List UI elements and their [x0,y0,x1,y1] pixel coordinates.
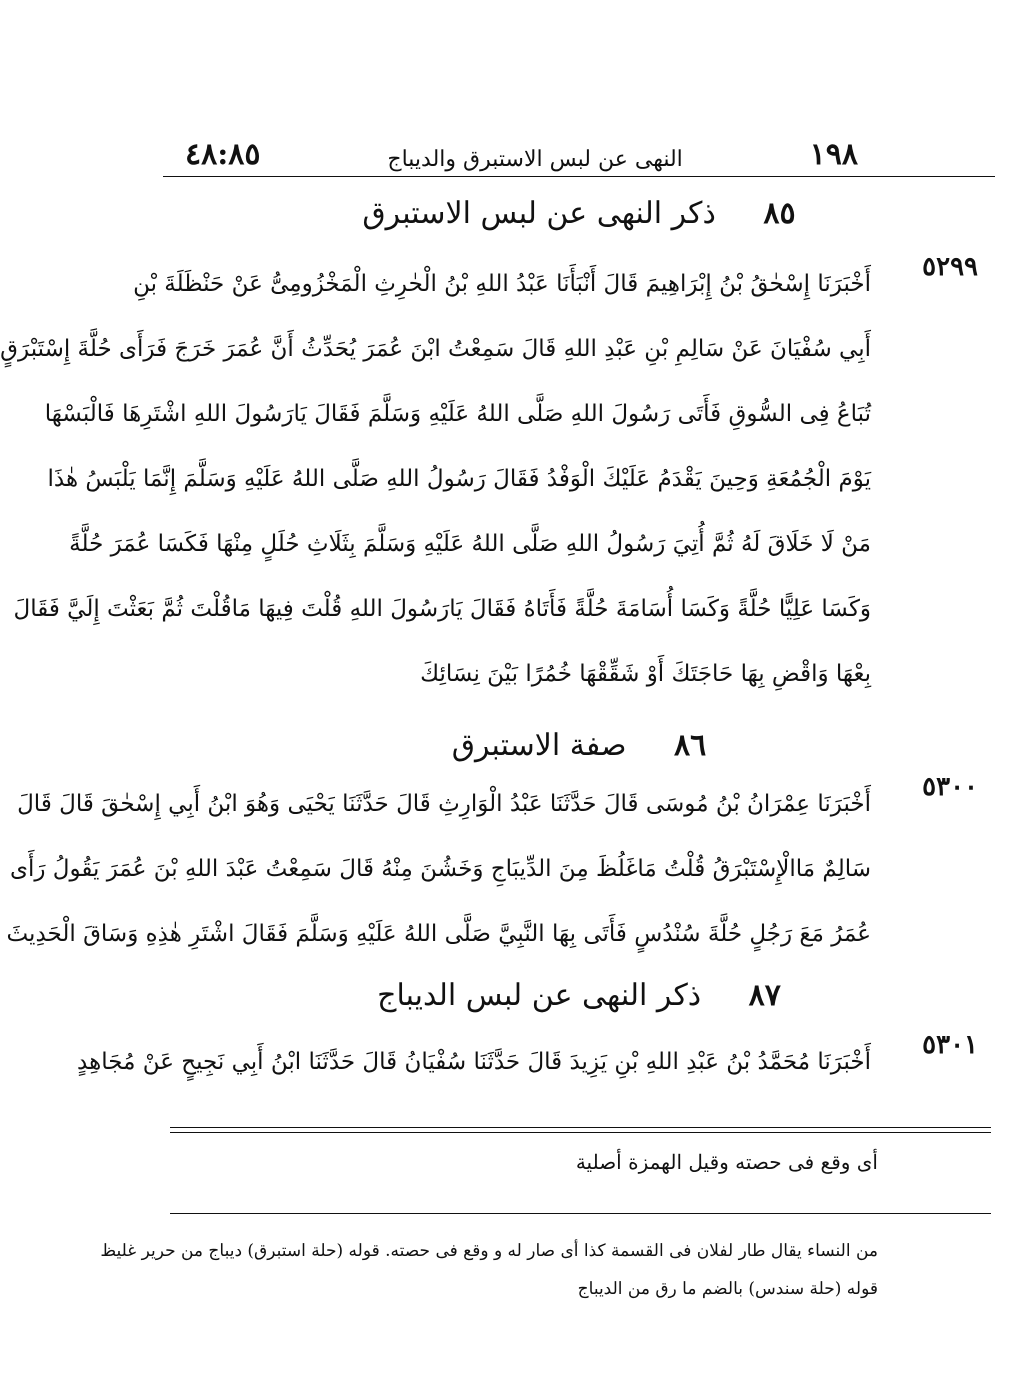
text-line: أَخْبَرَنَا عِمْرَانُ بْنُ مُوسَى قَالَ حَدَّثَنَا عَبْدُ الْوَارِثِ قَالَ حَدَّثَنَا يَحْيَى وَهُوَ ابْنُ أَبِي إِسْحٰقَ قَالَ قَالَ [17,791,871,817]
hadith-number: ٥٢٩٩ [922,252,978,282]
section-number: ٨٦ [674,728,707,763]
text-line: أَخْبَرَنَا إِسْحٰقُ بْنُ إِبْرَاهِيمَ قَالَ أَنْبَأَنَا عَبْدُ اللهِ بْنُ الْحٰرِثِ الْمَخْزُومِىُّ عَنْ حَنْظَلَةَ بْنِ [133,271,871,297]
hadith-number: ٥٣٠١ [922,1030,978,1060]
text-line: عُمَرُ مَعَ رَجُلٍ حُلَّةَ سُنْدُسٍ فَأَتَى بِهَا النَّبِيَّ صَلَّى اللهُ عَلَيْهِ وَسَلَّمَ فَقَالَ اشْتَرِ هٰذِهِ وَسَاقَ الْحَدِيثَ [6,921,871,947]
hadith-text [77,1030,871,1095]
running-title: النهى عن لبس الاستبرق والديباج [387,147,683,172]
text-line: أَخْبَرَنَا مُحَمَّدُ بْنُ عَبْدِ اللهِ بْنِ يَزِيدَ قَالَ حَدَّثَنَا سُفْيَانُ قَالَ حَدَّثَنَا ابْنُ أَبِي نَجِيحٍ عَنْ مُجَاهِدٍ [77,1049,871,1075]
commentary-line: من النساء يقال طار لفلان فى القسمة كذا أى صار له و وقع فى حصته. قوله (حلة استبرق) ديباج من حرير غليظ [100,1241,878,1261]
section-number: ٨٧ [748,978,781,1013]
section-range: ٤٨:٨٥ [185,137,261,172]
section-title: صفة الاستبرق [451,728,627,763]
text-line: مَنْ لَا خَلَاقَ لَهُ ثُمَّ أُتِيَ رَسُولُ اللهِ صَلَّى اللهُ عَلَيْهِ وَسَلَّمَ بِثَلَاثِ حُلَلٍ مِنْهَا فَكَسَا عُمَرَ حُلَّةً [69,531,871,557]
commentary [100,1232,878,1308]
footnote: أى وقع فى حصته وقيل الهمزة أصلية [575,1150,878,1174]
text-line: تُبَاعُ فِى السُّوقِ فَأَتَى رَسُولَ اللهِ صَلَّى اللهُ عَلَيْهِ وَسَلَّمَ فَقَالَ يَارَسُولَ اللهِ اشْتَرِهَا فَالْبَسْهَا [44,401,871,427]
text-line: وَكَسَا عَلِيًّا حُلَّةً وَكَسَا أُسَامَةَ حُلَّةً فَأَتَاهُ فَقَالَ يَارَسُولَ اللهِ قُلْتَ فِيهَا مَاقُلْتَ ثُمَّ بَعَثْتَ إِلَيَّ فَقَالَ [13,596,871,622]
header-rule [163,176,995,177]
hadith-text [0,252,871,707]
footnote-separator [170,1127,991,1133]
section-number: ٨٥ [763,196,796,231]
text-line: أَبِي سُفْيَانَ عَنْ سَالِمِ بْنِ عَبْدِ اللهِ قَالَ سَمِعْتُ ابْنَ عُمَرَ يُحَدِّثُ أَنَّ عُمَرَ خَرَجَ فَرَأَى حُلَّةَ إِسْتَبْرَقٍ [0,336,871,362]
section-heading [325,196,833,231]
text-line: بِعْهَا وَاقْضِ بِهَا حَاجَتَكَ أَوْ شَقِّقْهَا خُمُرًا بَيْنَ نِسَائِكَ [420,661,871,687]
commentary-line: قوله (حلة سندس) بالضم ما رق من الديباج [577,1279,878,1299]
text-line: يَوْمَ الْجُمُعَةِ وَحِينَ يَقْدَمُ عَلَيْكَ الْوَفْدُ فَقَالَ رَسُولُ اللهِ صَلَّى اللهُ عَلَيْهِ وَسَلَّمَ إِنَّمَا يَلْبَسُ هٰذَا [47,466,871,492]
text-line: سَالِمٌ مَاالْإِسْتَبْرَقُ قُلْتُ مَاغَلُظَ مِنَ الدِّيبَاجِ وَخَشُنَ مِنْهُ قَالَ سَمِعْتُ عَبْدَ اللهِ بْنَ عُمَرَ يَقُولُ رَأَى [9,856,871,882]
page-number: ١٩٨ [809,137,858,172]
section-title: ذكر النهى عن لبس الديباج [377,978,702,1013]
commentary-separator [170,1213,991,1214]
running-header [185,122,858,172]
hadith-number: ٥٣٠٠ [922,772,978,802]
section-title: ذكر النهى عن لبس الاستبرق [362,196,716,231]
section-heading [325,728,833,763]
section-heading [325,978,833,1013]
hadith-text [6,772,871,967]
